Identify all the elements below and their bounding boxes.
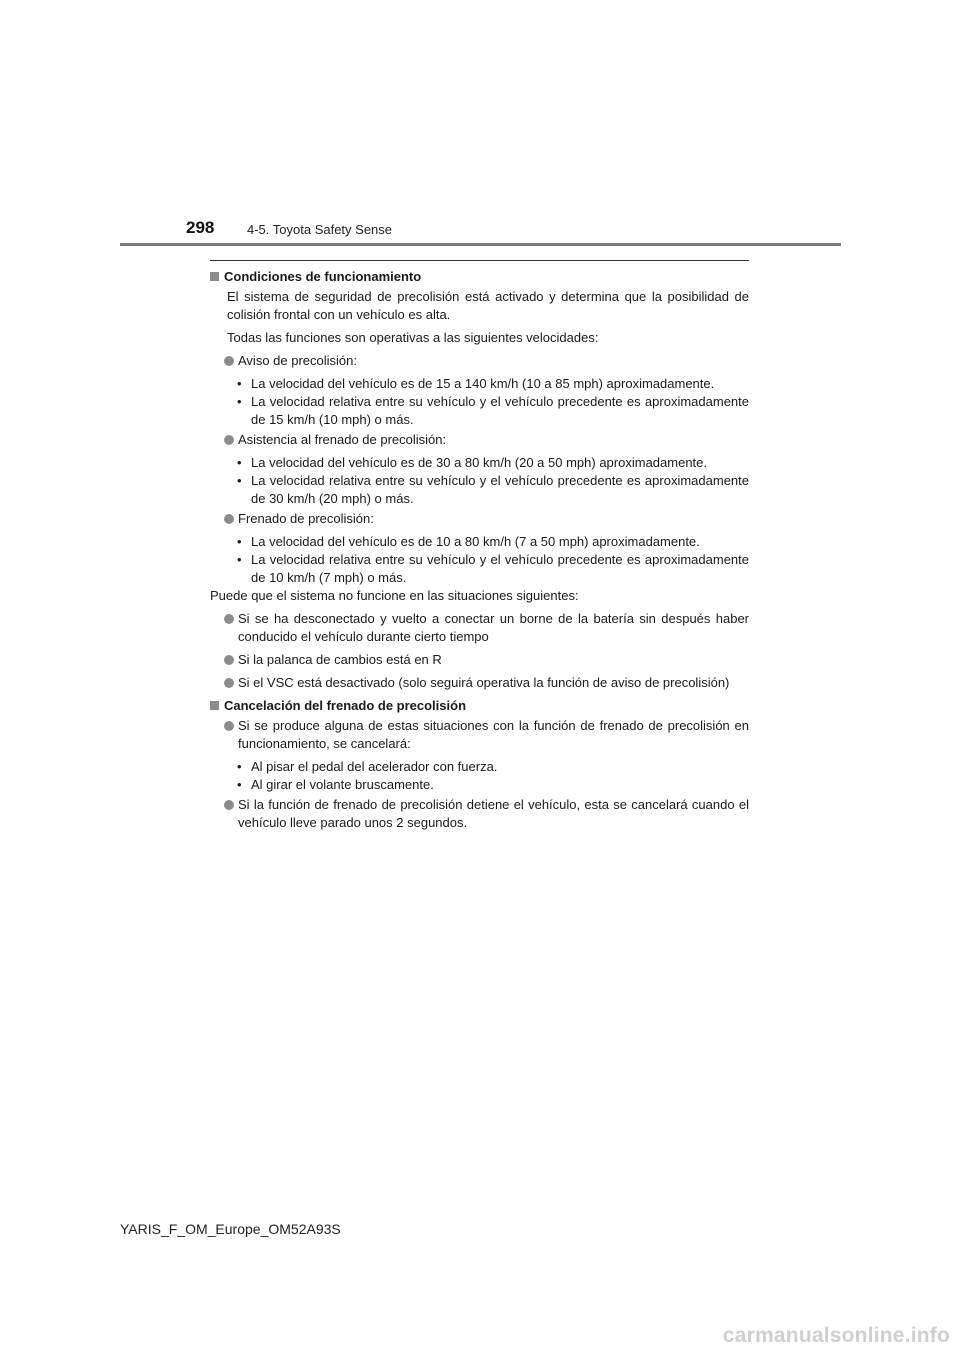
list-item: Si la palanca de cambios está en R: [238, 651, 749, 669]
page-content: [210, 268, 749, 837]
round-bullet-icon: [224, 800, 234, 810]
list-item: Si se ha desconectado y vuelto a conectar un borne de la batería sin después haber conducido el vehículo durante cierto tiempo: [238, 610, 749, 646]
sublist: [210, 375, 749, 429]
dot-bullet-icon: •: [237, 376, 242, 391]
section-divider: [210, 260, 749, 261]
sublist-item: • Al pisar el pedal del acelerador con fuerza.: [237, 759, 498, 774]
round-bullet-icon: [224, 514, 234, 524]
list-item: Frenado de precolisión:: [238, 510, 749, 528]
sublist: [210, 758, 749, 794]
sublist-item: • La velocidad del vehículo es de 15 a 140 km/h (10 a 85 mph) aproximadamente.: [237, 376, 715, 391]
heading-operating-conditions: Condiciones de funcionamiento: [210, 268, 749, 286]
paragraph: Todas las funciones son operativas a las siguientes velocidades:: [227, 330, 599, 345]
sublist-item: • La velocidad relativa entre su vehículo y el vehículo precedente es aproximadamente de 15 km/h (10 mph) o más.: [237, 394, 749, 427]
sublist: [210, 454, 749, 508]
dot-bullet-icon: •: [237, 473, 242, 488]
sublist-item: • La velocidad del vehículo es de 30 a 80 km/h (20 a 50 mph) aproximadamente.: [237, 455, 707, 470]
dot-bullet-icon: •: [237, 777, 242, 792]
list-item: Asistencia al frenado de precolisión:: [238, 431, 749, 449]
paragraph: Puede que el sistema no funcione en las situaciones siguientes:: [210, 588, 579, 603]
dot-bullet-icon: •: [237, 534, 242, 549]
sublist: [210, 533, 749, 587]
heading-cancellation: Cancelación del frenado de precolisión: [210, 697, 749, 715]
header-rule: [120, 243, 841, 246]
dot-bullet-icon: •: [237, 394, 242, 409]
sublist-item: • La velocidad relativa entre su vehículo y el vehículo precedente es aproximadamente de 10 km/h (7 mph) o más.: [237, 552, 749, 585]
dot-bullet-icon: •: [237, 455, 242, 470]
round-bullet-icon: [224, 678, 234, 688]
sublist-item: • La velocidad relativa entre su vehículo y el vehículo precedente es aproximadamente de 30 km/h (20 mph) o más.: [237, 473, 749, 506]
list-item: Si se produce alguna de estas situaciones con la función de frenado de precolisión en funcionamiento, se cancelará:: [238, 717, 749, 753]
list-item: Aviso de precolisión:: [238, 352, 749, 370]
sublist-item: • Al girar el volante bruscamente.: [237, 777, 434, 792]
watermark: carmanualsonline.info: [722, 1324, 950, 1347]
list-item: Si el VSC está desactivado (solo seguirá operativa la función de aviso de precolisión): [238, 674, 749, 692]
dot-bullet-icon: •: [237, 552, 242, 567]
list-item: Si la función de frenado de precolisión detiene el vehículo, esta se cancelará cuando el vehículo lleve parado unos 2 segundos.: [238, 796, 749, 832]
dot-bullet-icon: •: [237, 759, 242, 774]
round-bullet-icon: [224, 655, 234, 665]
round-bullet-icon: [224, 356, 234, 366]
page-number: 298: [186, 218, 215, 237]
document-code: YARIS_F_OM_Europe_OM52A93S: [120, 1221, 341, 1237]
round-bullet-icon: [224, 721, 234, 731]
square-bullet-icon: [210, 272, 219, 281]
section-title: 4-5. Toyota Safety Sense: [247, 222, 393, 237]
paragraph: El sistema de seguridad de precolisión está activado y determina que la posibilidad de colisión frontal con un vehículo es alta.: [227, 289, 749, 322]
square-bullet-icon: [210, 701, 219, 710]
round-bullet-icon: [224, 435, 234, 445]
sublist-item: • La velocidad del vehículo es de 10 a 80 km/h (7 a 50 mph) aproximadamente.: [237, 534, 700, 549]
round-bullet-icon: [224, 614, 234, 624]
